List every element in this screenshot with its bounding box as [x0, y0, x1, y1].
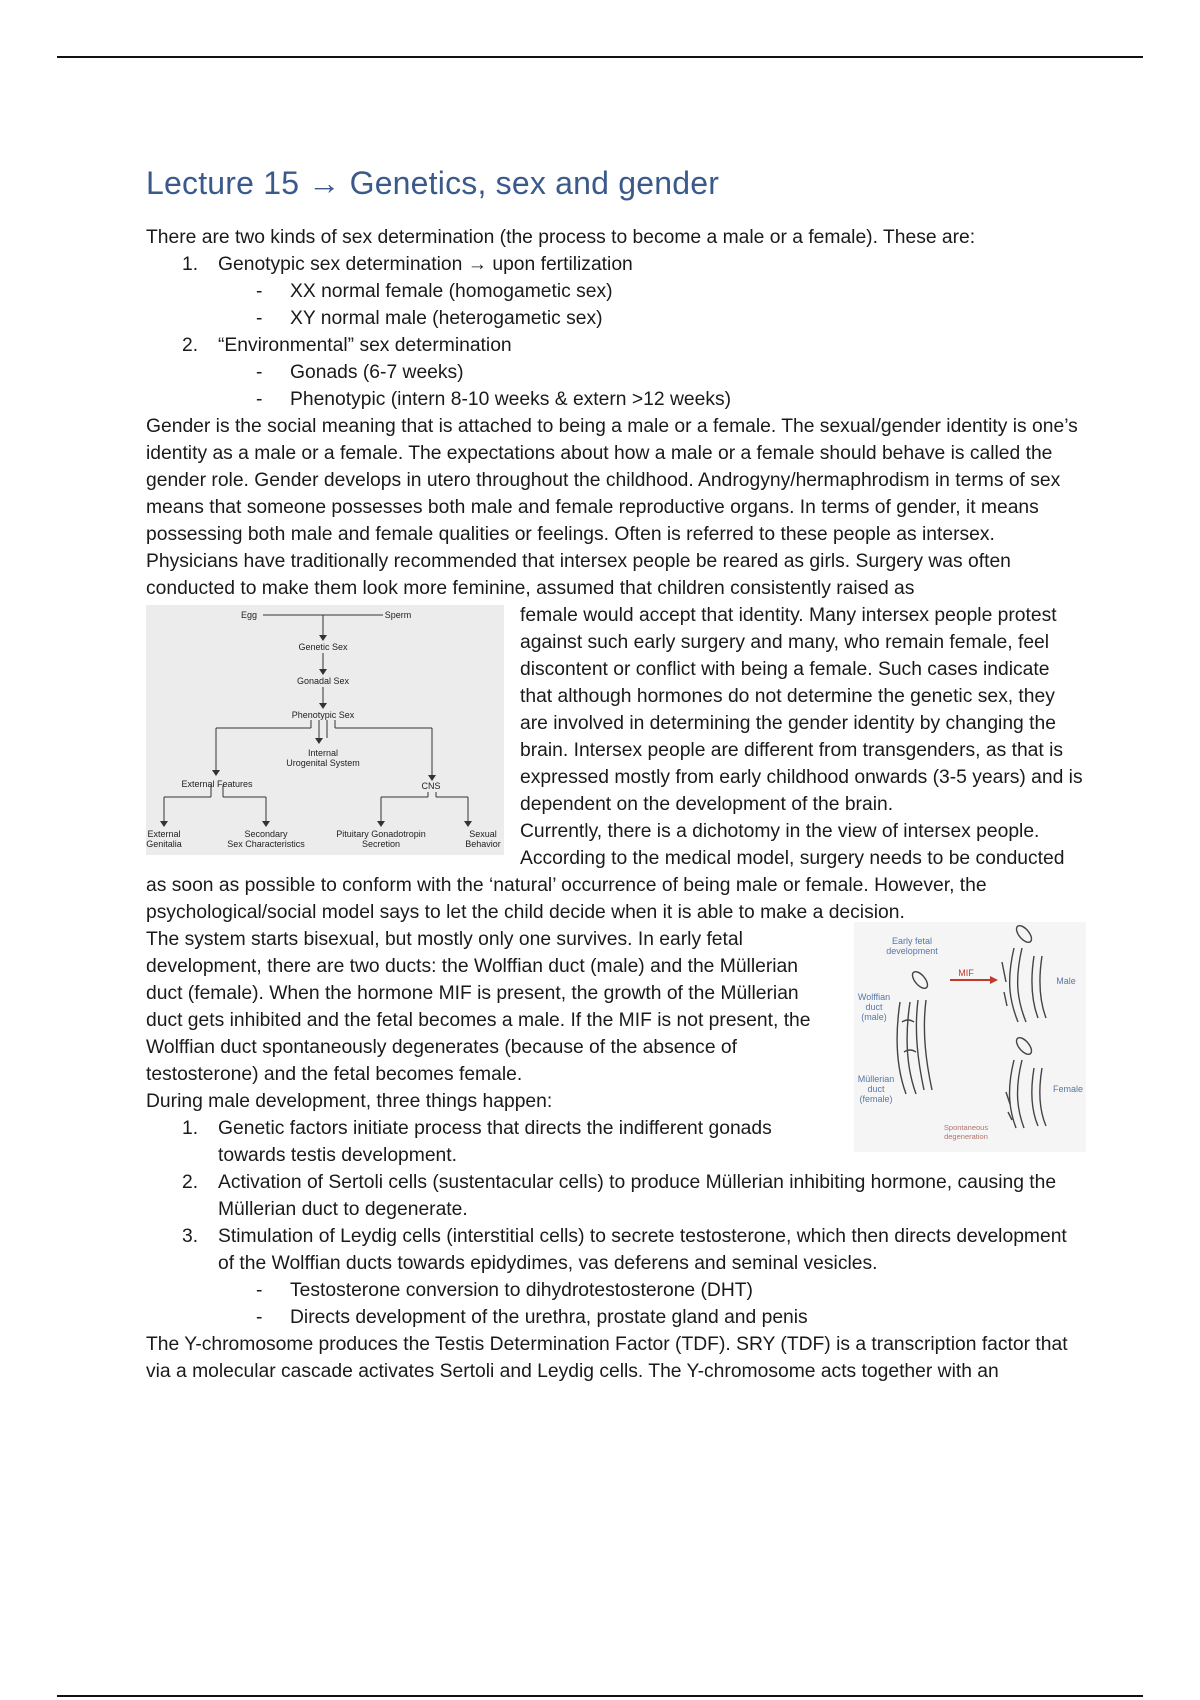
flow-pituitary-2: Secretion	[361, 839, 401, 849]
duct-wolffian: Wolffian	[857, 992, 891, 1002]
flow-sexual: Sexual	[469, 829, 497, 839]
flow-sperm: Sperm	[384, 610, 412, 620]
duct-mullerian-2: duct	[867, 1084, 885, 1094]
flow-internal: Internal	[307, 748, 339, 758]
sub-item: - XY normal male (heterogametic sex)	[146, 305, 1086, 332]
duct-male: Male	[1056, 976, 1076, 986]
flow-internal-2: Urogenital System	[286, 758, 360, 768]
duct-early-2: development	[886, 946, 938, 956]
duct-wolffian-2: duct	[865, 1002, 883, 1012]
male-dev-list	[146, 1115, 1086, 1331]
y-chromosome-paragraph: The Y-chromosome produces the Testis Determination Factor (TDF). SRY (TDF) is a transcription factor that via a molecular cascade activates Sertoli and Leydig cells. The Y-chromosome acts together with an	[146, 1334, 1068, 1382]
intersex-paragraph: female would accept that identity. Many intersex people protest against such early surgery and many, who remain female, feel discontent or conflict with being a female. Such cases indicate that although hormones do not determine the genetic sex, they are involved in determining the gender identity by changing the brain. Intersex people are different from transgenders, as that is expressed mostly from early childhood onwards (3-5 years) and is dependent on the development of the brain.	[520, 605, 1083, 815]
list-item-text: Genetic factors initiate process that directs the indifferent gonads towards testis development.	[218, 1118, 772, 1166]
duct-mif: MIF	[958, 968, 974, 978]
duct-spont-2: degeneration	[944, 1132, 988, 1141]
flow-sexual-2: Behavior	[465, 839, 501, 849]
sub-item: - Directs development of the urethra, prostate gland and penis	[146, 1304, 1086, 1331]
list-item: 2. “Environmental” sex determination - Gonads (6-7 weeks) - Phenotypic (intern 8-10 weeks & extern >12 weeks)	[146, 332, 1086, 413]
list-item-text: Genotypic sex determination → upon fertilization	[218, 254, 633, 275]
list-item-text: “Environmental” sex determination	[218, 335, 512, 356]
sub-item: - Testosterone conversion to dihydrotestosterone (DHT)	[146, 1277, 1086, 1304]
duct-female: Female	[1052, 1084, 1084, 1094]
document-page	[146, 160, 1086, 1385]
list-item: 1. Genetic factors initiate process that directs the indifferent gonads towards testis development.	[182, 1118, 772, 1166]
list-item-text: Stimulation of Leydig cells (interstitial cells) to secrete testosterone, which then directs development of the Wolffian ducts towards epidydimes, vas deferens and seminal vesicles.	[218, 1226, 1067, 1274]
header-rule	[57, 56, 1143, 58]
flow-ext-genitalia: External	[147, 829, 181, 839]
duct-wolffian-3: (male)	[861, 1012, 887, 1022]
list-item: 2. Activation of Sertoli cells (sustentacular cells) to produce Müllerian inhibiting hormone, causing the Müllerian duct to degenerate.	[182, 1172, 1057, 1220]
duct-mullerian-3: (female)	[859, 1094, 893, 1104]
flow-phenotypic-sex: Phenotypic Sex	[291, 710, 355, 720]
flow-secondary-2: Sex Characteristics	[227, 839, 305, 849]
sub-item: - Gonads (6-7 weeks)	[146, 359, 1086, 386]
flow-secondary: Secondary	[244, 829, 288, 839]
flow-ext-genitalia-2: Genitalia	[146, 839, 182, 849]
list-item-text: Activation of Sertoli cells (sustentacular cells) to produce Müllerian inhibiting hormone, causing the Müllerian duct to degenerate.	[218, 1172, 1057, 1220]
gender-paragraph: Gender is the social meaning that is attached to being a male or a female. The sexual/gender identity is one’s identity as a male or a female. The expectations about how a male or a female should behave is called the gender role. Gender develops in utero throughout the childhood. Androgyny/hermaphrodism in terms of sex means that someone possesses both male and female reproductive organs. In terms of gender, it means possessing both male and female qualities or feelings. Often is referred to these people as intersex. Physicians have traditionally recommended that intersex people be reared as girls. Surgery was often conducted to make them look more feminine, assumed that children consistently raised as	[146, 416, 1078, 599]
duct-mullerian: Müllerian	[857, 1074, 895, 1084]
duct-spont: Spontaneous	[943, 1123, 989, 1132]
flow-egg: Egg	[240, 610, 258, 620]
list-item: 3. Stimulation of Leydig cells (interstitial cells) to secrete testosterone, which then directs development of the Wolffian ducts towards epidydimes, vas deferens and seminal vesicles. - Testosterone conversion to dihydrotestosterone (DHT) - Directs development of the urethra, prostate gland and penis	[146, 1223, 1086, 1331]
sub-item: - Phenotypic (intern 8-10 weeks & extern >12 weeks)	[146, 386, 1086, 413]
flow-gonadal-sex: Gonadal Sex	[296, 676, 350, 686]
flow-cns: CNS	[421, 781, 441, 791]
page-title: Lecture 15 → Genetics, sex and gender	[146, 165, 720, 201]
flow-external-features: External Features	[181, 779, 253, 789]
male-dev-intro: During male development, three things happen:	[146, 1091, 553, 1112]
sex-determination-flowchart	[146, 605, 504, 855]
sub-item: - XX normal female (homogametic sex)	[146, 278, 1086, 305]
flow-pituitary: Pituitary Gonadotropin	[336, 829, 426, 839]
footer-rule	[57, 1695, 1143, 1697]
flow-genetic-sex: Genetic Sex	[298, 642, 348, 652]
intro-paragraph: There are two kinds of sex determination (the process to become a male or a female). These are:	[146, 227, 976, 248]
system-paragraph: The system starts bisexual, but mostly only one survives. In early fetal development, there are two ducts: the Wolffian duct (male) and the Müllerian duct (female). When the hormone MIF is present, the growth of the Müllerian duct gets inhibited and the fetal becomes a male. If the MIF is not present, the Wolffian duct spontaneously degenerates (because of the absence of testosterone) and the fetal becomes female.	[146, 929, 811, 1085]
duct-early: Early fetal	[891, 936, 933, 946]
dichotomy-paragraph: Currently, there is a dichotomy in the view of intersex people. According to the medical model, surgery needs to be conducted as soon as possible to conform with the ‘natural’ occurrence of being male or female. However, the psychological/social model says to let the child decide when it is able to make a decision.	[146, 821, 1065, 923]
list-item: 1. Genotypic sex determination → upon fertilization - XX normal female (homogametic sex) - XY normal male (heterogametic sex)	[146, 251, 1086, 332]
determination-list	[146, 251, 1086, 413]
